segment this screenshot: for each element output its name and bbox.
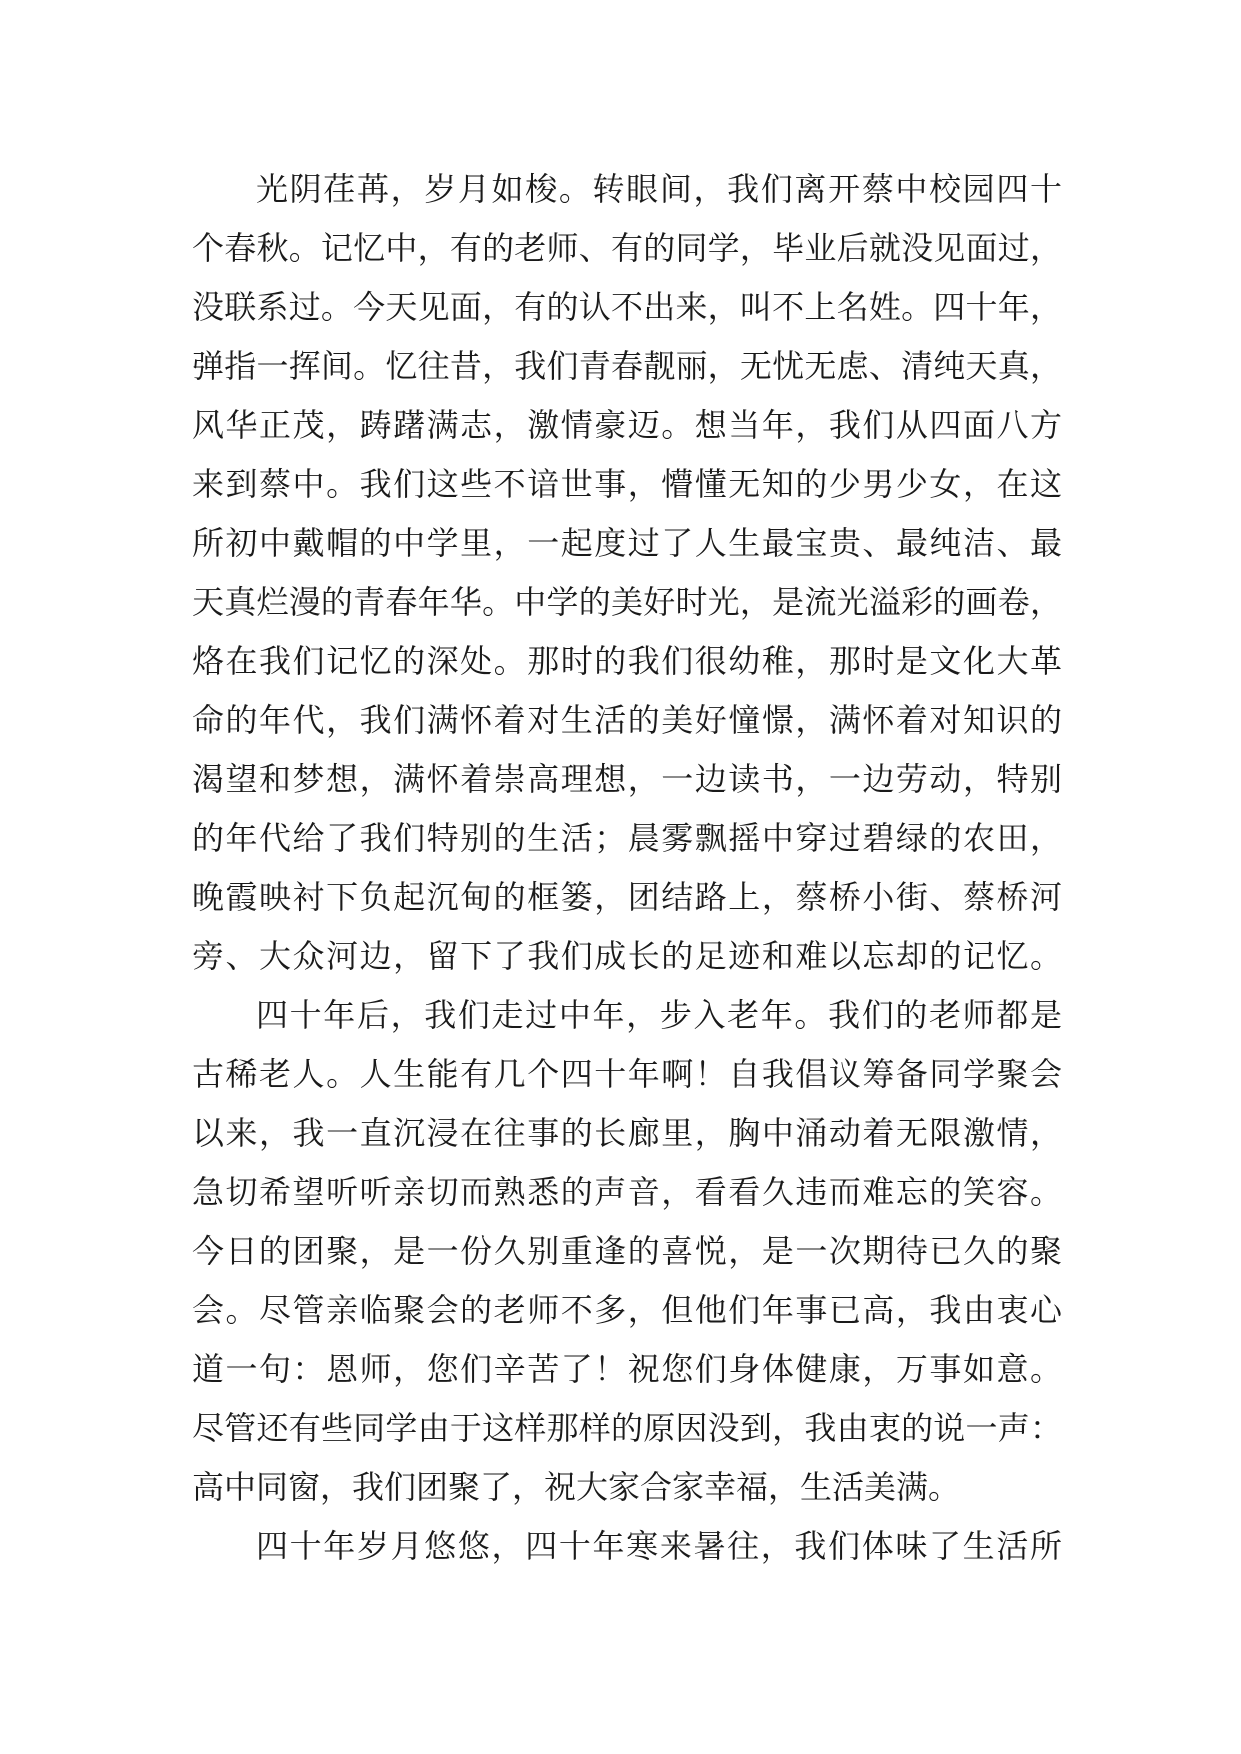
text-line: 个春秋。记忆中，有的老师、有的同学，毕业后就没见面过，	[192, 229, 1062, 267]
body-text	[192, 160, 1062, 1576]
paragraph-first-line: 光阴荏苒，岁月如梭。转眼间，我们离开蔡中校园四十	[256, 170, 1062, 208]
text-line: 会。尽管亲临聚会的老师不多，但他们年事已高，我由衷心	[192, 1291, 1062, 1329]
text-line: 所初中戴帽的中学里，一起度过了人生最宝贵、最纯洁、最	[192, 524, 1062, 562]
paragraph-first-line: 四十年后，我们走过中年，步入老年。我们的老师都是	[256, 996, 1062, 1034]
text-line: 急切希望听听亲切而熟悉的声音，看看久违而难忘的笑容。	[192, 1173, 1062, 1211]
text-line: 烙在我们记忆的深处。那时的我们很幼稚，那时是文化大革	[192, 642, 1062, 680]
text-line: 道一句：恩师，您们辛苦了！祝您们身体健康，万事如意。	[192, 1350, 1062, 1388]
text-line: 的年代给了我们特别的生活；晨雾飘摇中穿过碧绿的农田，	[192, 819, 1062, 857]
text-line: 天真烂漫的青春年华。中学的美好时光，是流光溢彩的画卷，	[192, 583, 1062, 621]
text-line: 晚霞映衬下负起沉甸的框篓，团结路上，蔡桥小街、蔡桥河	[192, 878, 1062, 916]
text-line: 今日的团聚，是一份久别重逢的喜悦，是一次期待已久的聚	[192, 1232, 1062, 1270]
text-line: 旁、大众河边，留下了我们成长的足迹和难以忘却的记忆。	[192, 937, 1062, 975]
paragraph-first-line: 四十年岁月悠悠，四十年寒来暑往，我们体味了生活所	[256, 1527, 1062, 1565]
text-line: 以来，我一直沉浸在往事的长廊里，胸中涌动着无限激情，	[192, 1114, 1062, 1152]
text-line: 来到蔡中。我们这些不谙世事，懵懂无知的少男少女，在这	[192, 465, 1062, 503]
text-line: 弹指一挥间。忆往昔，我们青春靓丽，无忧无虑、清纯天真，	[192, 347, 1062, 385]
text-line: 没联系过。今天见面，有的认不出来，叫不上名姓。四十年，	[192, 288, 1062, 326]
text-line: 高中同窗，我们团聚了，祝大家合家幸福，生活美满。	[192, 1468, 961, 1506]
text-line: 尽管还有些同学由于这样那样的原因没到，我由衷的说一声：	[192, 1409, 1062, 1447]
text-line: 古稀老人。人生能有几个四十年啊！自我倡议筹备同学聚会	[192, 1055, 1062, 1093]
text-line: 渴望和梦想，满怀着崇高理想，一边读书，一边劳动，特别	[192, 760, 1062, 798]
text-line: 命的年代，我们满怀着对生活的美好憧憬，满怀着对知识的	[192, 701, 1062, 739]
text-line: 风华正茂，踌躇满志，激情豪迈。想当年，我们从四面八方	[192, 406, 1062, 444]
